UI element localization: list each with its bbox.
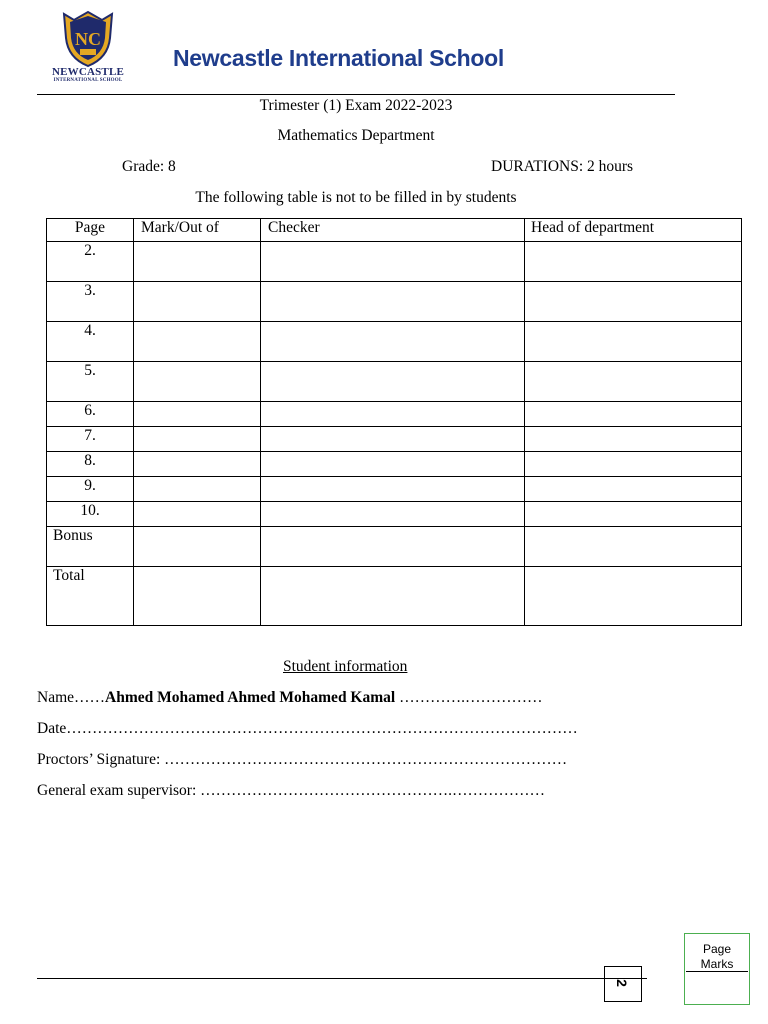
head-cell [525,477,742,502]
checker-cell [261,477,525,502]
table-row [47,527,742,567]
checker-cell [261,322,525,362]
mark-cell [134,477,261,502]
mark-cell [134,567,261,626]
head-cell [525,502,742,527]
head-cell [525,452,742,477]
footer-divider [37,978,647,979]
row-page-label: 9. [47,477,134,502]
mark-cell [134,502,261,527]
school-name: Newcastle International School [173,45,504,71]
row-page-label: 6. [47,402,134,427]
header-checker: Checker [261,219,525,242]
header-divider [37,94,675,95]
mark-cell [134,527,261,567]
exam-title: Trimester (1) Exam 2022-2023 [259,97,453,114]
row-page-label: 10. [47,502,134,527]
checker-cell [261,452,525,477]
table-row [47,452,742,477]
checker-cell [261,502,525,527]
page-number: 2 [614,979,630,987]
checker-cell [261,242,525,282]
header-head-of-department: Head of department [525,219,742,242]
row-page-label: 8. [47,452,134,477]
page-marks-rule [686,971,748,972]
mark-cell [134,282,261,322]
mark-cell [134,242,261,282]
row-page-label: Total [47,567,134,626]
proctor-signature-line: Proctors’ Signature: …………………………………………………………………… [37,751,568,768]
department: Mathematics Department [277,127,435,144]
table-row [47,502,742,527]
checker-cell [261,427,525,452]
checker-cell [261,402,525,427]
row-page-label: 3. [47,282,134,322]
grade: Grade: 8 [122,158,176,175]
mark-cell [134,452,261,477]
row-page-label: 7. [47,427,134,452]
name-label: Name…… [37,689,106,706]
name-line [37,689,542,707]
logo-text: NEWCASTLE [51,66,125,78]
row-page-label: 5. [47,362,134,402]
table-note: The following table is not to be filled in by students [195,189,517,206]
header-mark: Mark/Out of [134,219,261,242]
row-page-label: 4. [47,322,134,362]
page-marks-label-line-2: Marks [700,957,734,971]
head-cell [525,402,742,427]
table-row [47,402,742,427]
name-dots: ………….…………… [395,689,543,706]
head-cell [525,527,742,567]
logo-subtext: INTERNATIONAL SCHOOL [53,78,123,83]
head-cell [525,322,742,362]
head-cell [525,427,742,452]
checker-cell [261,282,525,322]
row-page-label: 2. [47,242,134,282]
table-row [47,567,742,626]
row-page-label: Bonus [47,527,134,567]
table-row [47,322,742,362]
page-marks-label [686,942,748,972]
logo-initials: NC [75,29,101,49]
marks-table [46,218,742,626]
head-cell [525,242,742,282]
mark-cell [134,322,261,362]
page-marks-label-line-1: Page [702,942,732,956]
checker-cell [261,567,525,626]
supervisor-line: General exam supervisor: ………………………………………….……………… [37,782,545,799]
header-page: Page [47,219,134,242]
table-row [47,242,742,282]
checker-cell [261,362,525,402]
mark-cell [134,402,261,427]
checker-cell [261,527,525,567]
table-row [47,362,742,402]
table-header-row [47,219,742,242]
table-row [47,427,742,452]
duration: DURATIONS: 2 hours [491,158,634,175]
mark-cell [134,362,261,402]
table-row [47,477,742,502]
head-cell [525,567,742,626]
table-row [47,282,742,322]
head-cell [525,282,742,322]
head-cell [525,362,742,402]
student-name: Ahmed Mohamed Ahmed Mohamed Kamal [105,689,396,706]
student-info-heading: Student information [283,658,408,675]
date-line: Date……………………………………………………………………………………… [37,720,578,737]
mark-cell [134,427,261,452]
